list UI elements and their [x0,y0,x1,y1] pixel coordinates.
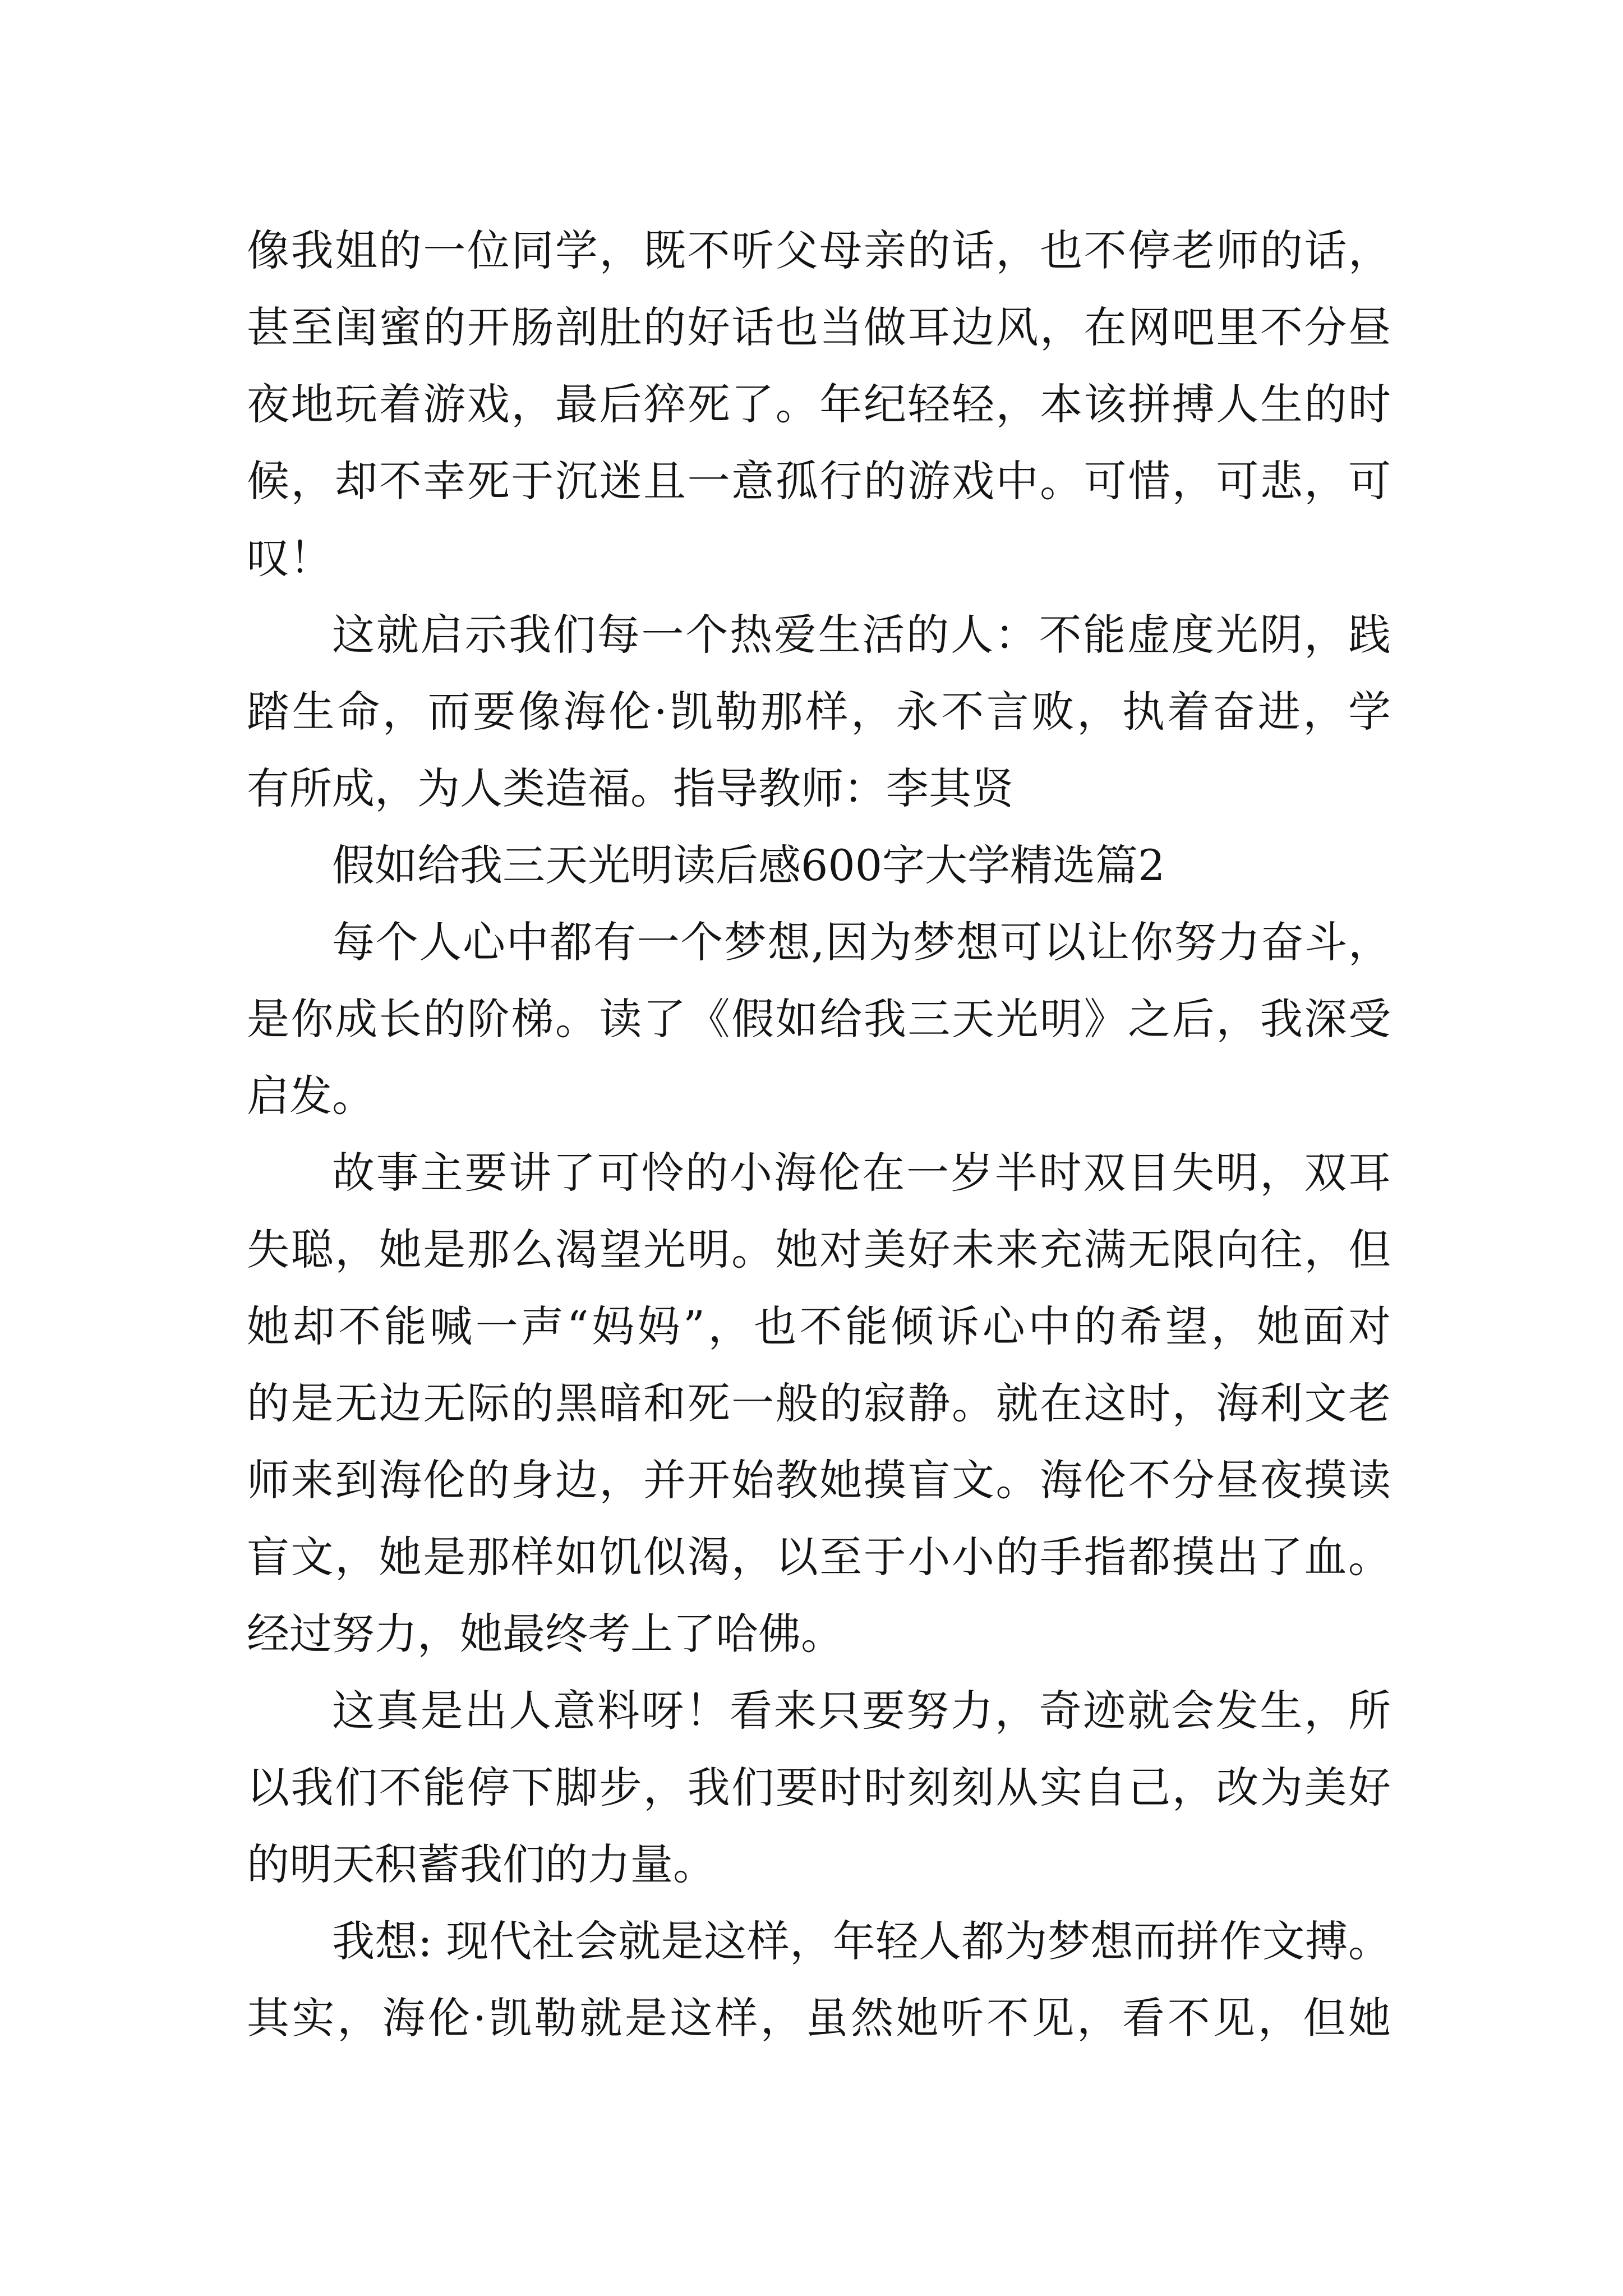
heading-line: 假如给我三天光明读后感600字大学精选篇2 [332,840,1165,890]
text-line: 故事主要讲了可怜的小海伦在一岁半时双目失明，双耳 [332,1148,1391,1198]
text-line: 这真是出人意料呀！看来只要努力，奇迹就会发生，所 [332,1686,1391,1736]
text-line: 每个人心中都有一个梦想,因为梦想可以让你努力奋斗， [332,917,1391,967]
text-line: 的是无边无际的黑暗和死一般的寂静。就在这时，海利文老 [247,1378,1391,1428]
text-line: 盲文，她是那样如饥似渴，以至于小小的手指都摸出了血。 [247,1532,1391,1582]
text-line: 失聪，她是那么渴望光明。她对美好未来充满无限向往，但 [247,1225,1391,1274]
text-line: 启发。 [247,1071,375,1121]
text-line: 叹！ [247,533,332,583]
text-line: 是你成长的阶梯。读了《假如给我三天光明》之后，我深受 [247,994,1391,1044]
text-line: 我想: 现代社会就是这样，年轻人都为梦想而拼作文搏。 [332,1916,1391,1966]
body-text [247,212,1391,2056]
text-line: 有所成，为人类造福。指导教师：李其贤 [247,763,1014,813]
text-line: 她却不能喊一声“妈妈”，也不能倾诉心中的希望，她面对 [247,1301,1391,1351]
paragraph [247,212,1391,596]
text-line: 其实，海伦·凯勒就是这样，虽然她听不见，看不见，但她 [247,1993,1391,2043]
text-line: 这就启示我们每一个热爱生活的人：不能虚度光阴，践 [332,610,1391,660]
text-line: 踏生命，而要像海伦·凯勒那样，永不言败，执着奋进，学 [247,687,1391,737]
text-line: 经过努力，她最终考上了哈佛。 [247,1609,843,1659]
text-line: 像我姐的一位同学，既不听父母亲的话，也不停老师的话， [247,226,1391,275]
paragraph [247,1672,1391,1903]
paragraph [247,1134,1391,1672]
text-line: 夜地玩着游戏，最后猝死了。年纪轻轻，本该拼搏人生的时 [247,379,1391,429]
text-line: 甚至闺蜜的开肠剖肚的好话也当做耳边风，在网吧里不分昼 [247,302,1391,352]
text-line: 的明天积蓄我们的力量。 [247,1839,716,1889]
section-heading [247,827,1391,904]
text-line: 候，却不幸死于沉迷且一意孤行的游戏中。可惜，可悲，可 [247,456,1391,506]
paragraph [247,596,1391,827]
text-line: 师来到海伦的身边，并开始教她摸盲文。海伦不分昼夜摸读 [247,1455,1391,1505]
paragraph [247,904,1391,1134]
paragraph [247,1903,1391,2056]
text-line: 以我们不能停下脚步，我们要时时刻刻从实自己，改为美好 [247,1763,1391,1812]
